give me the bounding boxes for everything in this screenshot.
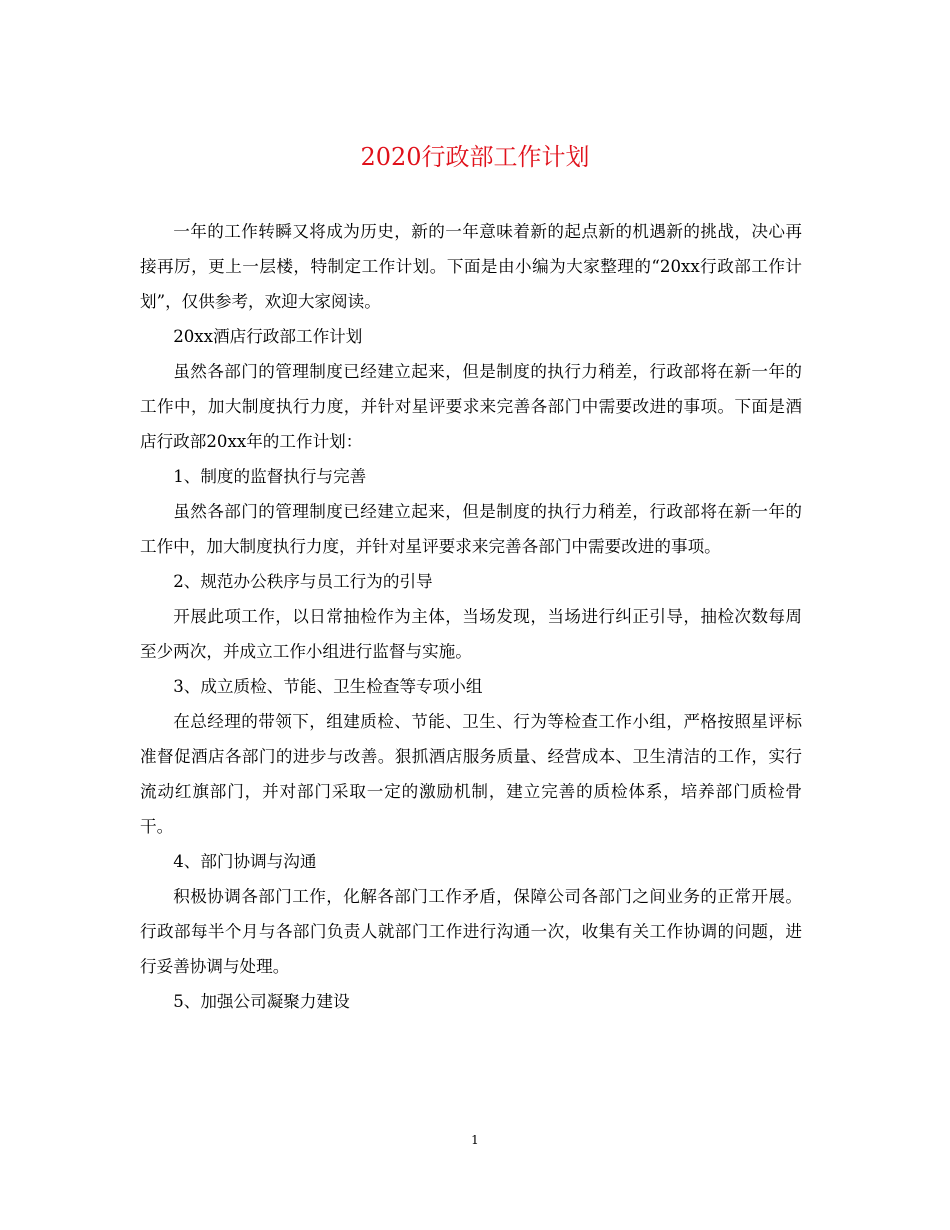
section-heading-5: 5、加强公司凝聚力建设: [173, 992, 350, 1011]
intro-paragraph: 一年的工作转瞬又将成为历史，新的一年意味着新的起点新的机遇新的挑战，决心再接再厉，更上一层楼，特制定工作计划。下面是由小编为大家整理的“20xx行政部工作计划”，仅供参考，欢迎大家阅读。: [140, 222, 802, 311]
section-heading-4: 4、部门协调与沟通: [173, 852, 317, 871]
section-heading-2: 2、规范办公秩序与员工行为的引导: [173, 572, 433, 591]
body-paragraph: 在总经理的带领下，组建质检、节能、卫生、行为等检查工作小组，严格按照星评标准督促酒店各部门的进步与改善。狠抓酒店服务质量、经营成本、卫生清洁的工作，实行流动红旗部门，并对部门采取一定的激励机制，建立完善的质检体系，培养部门质检骨干。: [140, 712, 802, 836]
document-body: [140, 214, 802, 1019]
section-heading-1: 1、制度的监督执行与完善: [173, 467, 367, 486]
section-heading-3: 3、成立质检、节能、卫生检查等专项小组: [173, 677, 483, 696]
body-paragraph: 积极协调各部门工作，化解各部门工作矛盾，保障公司各部门之间业务的正常开展。行政部每半个月与各部门负责人就部门工作进行沟通一次，收集有关工作协调的问题，进行妥善协调与处理。: [140, 887, 802, 976]
body-paragraph: 虽然各部门的管理制度已经建立起来，但是制度的执行力稍差，行政部将在新一年的工作中，加大制度执行力度，并针对星评要求来完善各部门中需要改进的事项。下面是酒店行政部20xx年的工作计划：: [140, 362, 802, 451]
page-number: 1: [471, 1133, 479, 1147]
document-title: 2020行政部工作计划: [360, 143, 590, 171]
section-heading-hotel-plan: 20xx酒店行政部工作计划: [173, 327, 363, 346]
body-paragraph: 开展此项工作，以日常抽检作为主体，当场发现，当场进行纠正引导，抽检次数每周至少两次，并成立工作小组进行监督与实施。: [140, 607, 802, 661]
body-paragraph: 虽然各部门的管理制度已经建立起来，但是制度的执行力稍差，行政部将在新一年的工作中，加大制度执行力度，并针对星评要求来完善各部门中需要改进的事项。: [140, 502, 802, 556]
